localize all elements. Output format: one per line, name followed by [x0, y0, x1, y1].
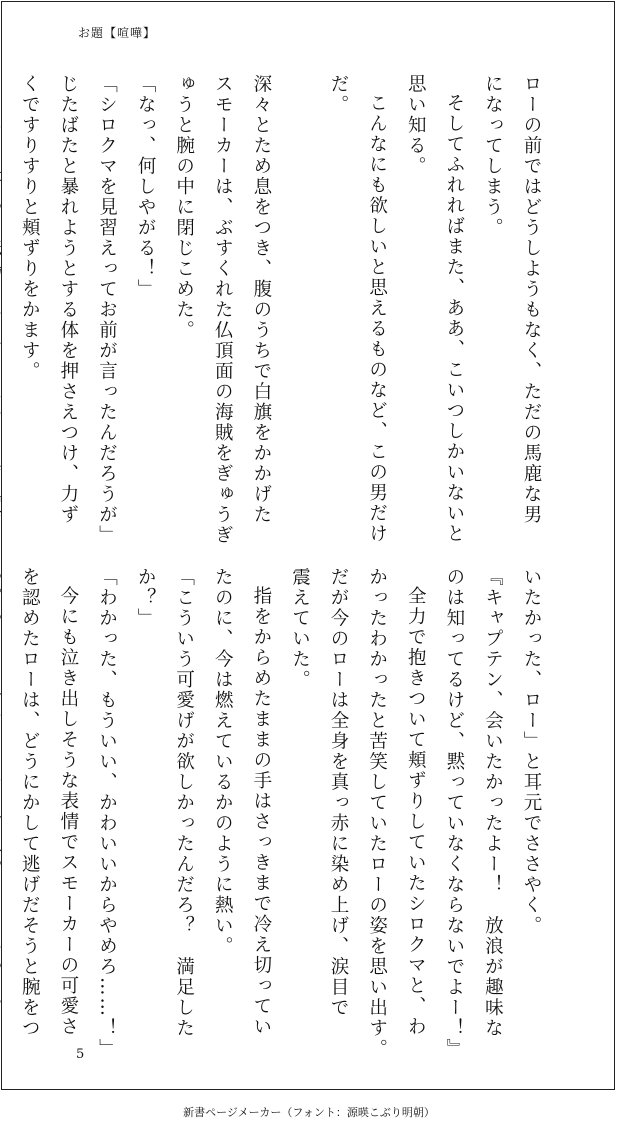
text-line: かったわかったと苦笑していたローの姿を思い出す。 [366, 567, 388, 1059]
text-line: 全力で抱きついて頬ずりしていたシロクマと、わ [405, 585, 427, 1037]
text-line: いたかった、ロー」と耳元でささやく。 [521, 567, 542, 936]
text-line: くですりすりと頬ずりをかます。 [19, 74, 41, 382]
text-line: 今にも泣き出しそうな表情でスモーカーの可愛さ [57, 585, 79, 1037]
text-line: のは知ってるけど、黙っていなくならないでよー！』 [443, 567, 465, 1059]
page-header-title: お題【喧嘩】 [78, 26, 157, 40]
text-line: になってしまう。 [482, 74, 504, 238]
text-line: こんなにも欲しいと思えるものなど、この男だけ [366, 92, 388, 544]
text-line: ローの前ではどうしようもなく、ただの馬鹿な男 [521, 74, 542, 525]
text-line: 「シロクマを見習えってお前が言ったんだろうが」 [96, 74, 118, 546]
text-line: 指をからめたままの手はさっきまで冷え切ってい [250, 585, 272, 1037]
text-line [0, 74, 10, 524]
text-line: そしてふれればまた、ああ、こいつしかいないと [443, 92, 465, 544]
text-line: だ。 [328, 74, 350, 115]
text-line: 『キャプテン、会いたかったよー！ 放浪が趣味な [482, 567, 504, 1039]
text-line: 震えていた。 [289, 567, 311, 690]
text-line: 「わかった、もういい、かわいいからやめろ……！」 [96, 567, 118, 1059]
text-line: ゅうと腕の中に閉じこめた。 [173, 74, 195, 341]
text-line: 深々とため息をつき、腹のうちで白旗をかかげた [250, 74, 272, 525]
text-line: 思い知る。 [405, 74, 427, 177]
text-line: だが今のローは全身を真っ赤に染め上げ、涙目で [328, 567, 350, 1018]
book-page [1, 1, 615, 1090]
text-line: 「こういう可愛げが欲しかったんだろ？ 満足した [173, 567, 195, 1039]
text-line [0, 567, 10, 1017]
text-line: スモーカーは、ぶすくれた仏頂面の海賊をぎゅうぎ [212, 74, 234, 546]
page-number: 5 [76, 1047, 85, 1062]
text-line: か？」 [135, 567, 157, 629]
text-line: たのに、今は燃えているかのように熱い。 [212, 567, 234, 957]
text-line: じたばたと暴れようとする体を押さえつけ、力ず [57, 74, 79, 525]
text-block-top [0, 74, 550, 546]
footer-credit: 新書ページメーカー（フォント：源暎こぶり明朝） [183, 1106, 435, 1119]
text-block-bottom [0, 567, 550, 1059]
text-line: 「なっ、何しやがる！」 [135, 74, 157, 300]
text-line: を認めたローは、どうにかして逃げだそうと腕をつ [19, 567, 41, 1039]
blank-line [280, 74, 319, 524]
